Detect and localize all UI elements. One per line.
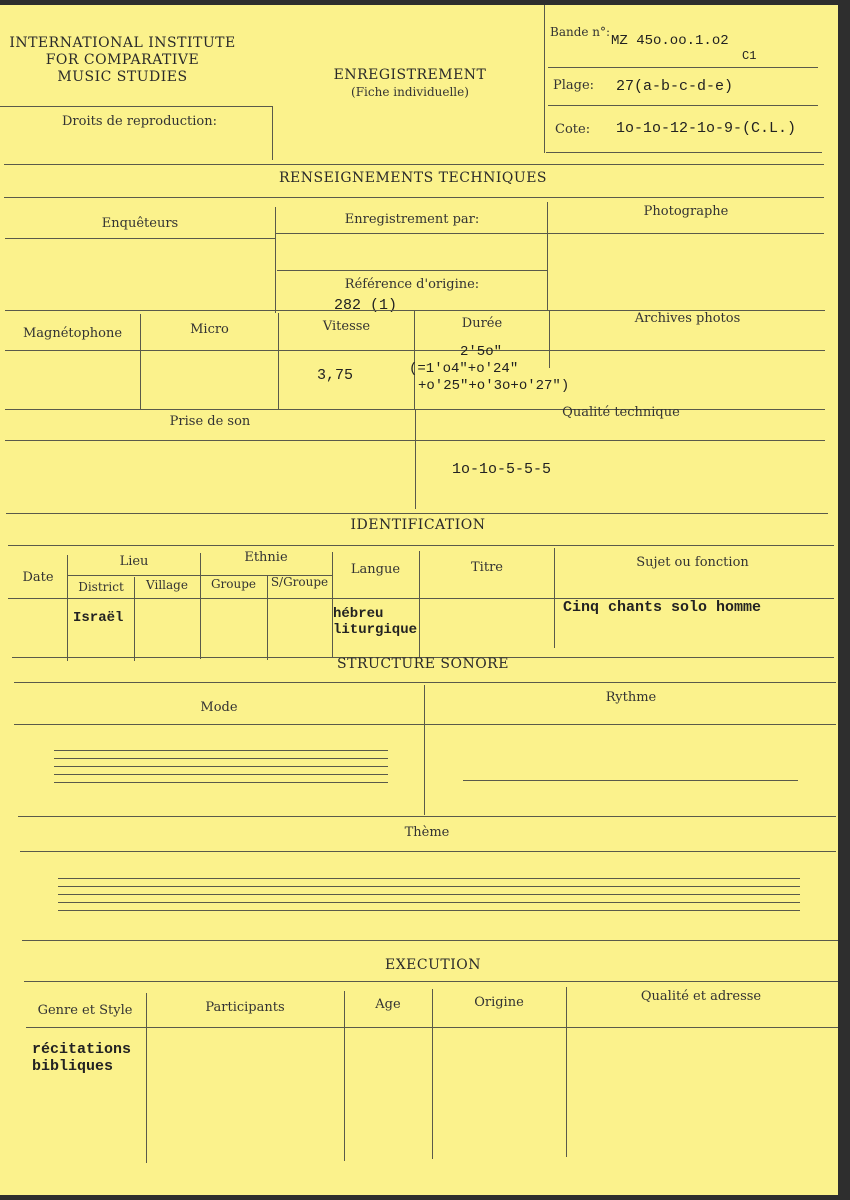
divider — [5, 238, 275, 239]
divider — [566, 987, 567, 1157]
bande-note: C1 — [742, 49, 757, 63]
ethnie-label: Ethnie — [244, 550, 288, 565]
divider — [277, 270, 547, 271]
qualite-technique-value: 1o-1o-5-5-5 — [452, 461, 552, 478]
date-label: Date — [22, 570, 54, 585]
vitesse-value: 3,75 — [317, 367, 354, 384]
staff-line — [54, 758, 388, 759]
qualite-technique-label: Qualité technique — [562, 405, 680, 420]
divider — [22, 940, 838, 941]
divider — [26, 1027, 838, 1028]
divider — [20, 851, 836, 852]
divider — [4, 197, 824, 198]
magnetophone-label: Magnétophone — [22, 326, 123, 341]
divider — [275, 207, 276, 313]
enregistrement-par-label: Enregistrement par: — [344, 212, 480, 227]
genre-style-label: Genre et Style — [37, 1003, 133, 1018]
staff-line — [54, 782, 388, 783]
institute-line-1: INTERNATIONAL INSTITUTE — [9, 35, 236, 51]
staff-line — [54, 750, 388, 751]
village-label: Village — [146, 578, 188, 592]
plage-label: Plage: — [553, 78, 595, 93]
rights-label: Droits de reproduction: — [62, 114, 218, 129]
district-value: Israël — [73, 610, 124, 626]
divider — [272, 106, 273, 160]
photographe-label: Photographe — [643, 204, 729, 219]
form-title: ENREGISTREMENT — [333, 67, 487, 83]
lieu-label: Lieu — [119, 554, 149, 569]
qualite-adresse-label: Qualité et adresse — [640, 989, 762, 1004]
divider — [67, 555, 68, 661]
origine-label: Origine — [474, 995, 524, 1010]
mode-label: Mode — [200, 700, 238, 715]
staff-line — [58, 910, 800, 911]
form-subtitle: (Fiche individuelle) — [351, 85, 469, 99]
langue-line-2: liturgique — [333, 622, 418, 638]
genre-line-2: bibliques — [32, 1058, 114, 1075]
divider — [4, 164, 824, 165]
sujet-value: Cinq chants solo homme — [563, 599, 762, 616]
duree-line-3: +o'25"+o'3o+o'27") — [418, 378, 570, 394]
duree-line-1: 2'5o" — [460, 344, 503, 360]
divider — [546, 152, 822, 153]
execution-header: EXECUTION — [384, 957, 481, 973]
vitesse-label: Vitesse — [322, 319, 371, 334]
reference-value: 282 (1) — [334, 297, 398, 314]
genre-line-1: récitations — [32, 1041, 132, 1058]
duree-label: Durée — [461, 316, 503, 331]
divider — [18, 816, 836, 817]
divider — [5, 440, 825, 441]
rythme-label: Rythme — [605, 690, 657, 705]
rythme-line — [463, 780, 798, 781]
divider — [146, 993, 147, 1163]
divider — [544, 5, 545, 153]
sgroupe-label: S/Groupe — [270, 575, 329, 589]
duree-line-2: (=1'o4"+o'24" — [409, 361, 519, 377]
divider — [276, 233, 824, 234]
divider — [267, 576, 268, 660]
divider — [548, 67, 818, 68]
institute-line-2: FOR COMPARATIVE — [45, 52, 200, 68]
divider — [414, 311, 415, 409]
staff-line — [58, 894, 800, 895]
cote-label: Cote: — [555, 122, 591, 137]
divider — [8, 545, 834, 546]
theme-label: Thème — [404, 825, 450, 840]
divider — [549, 310, 550, 368]
staff-line — [58, 878, 800, 879]
divider — [200, 553, 201, 659]
divider — [547, 202, 548, 310]
identification-header: IDENTIFICATION — [350, 517, 486, 533]
staff-line — [54, 774, 388, 775]
staff-line — [58, 902, 800, 903]
micro-label: Micro — [190, 322, 229, 337]
divider — [278, 313, 279, 410]
sujet-label: Sujet ou fonction — [636, 555, 749, 570]
reference-label: Référence d'origine: — [344, 277, 480, 292]
divider — [5, 350, 825, 351]
divider — [432, 989, 433, 1159]
divider — [14, 724, 836, 725]
prise-de-son-label: Prise de son — [169, 414, 251, 429]
bande-value: MZ 45o.oo.1.o2 — [611, 33, 729, 49]
staff-line — [58, 886, 800, 887]
participants-label: Participants — [205, 1000, 285, 1015]
divider — [548, 105, 818, 106]
technical-header: RENSEIGNEMENTS TECHNIQUES — [278, 170, 548, 186]
age-label: Age — [375, 997, 401, 1012]
district-label: District — [78, 580, 124, 594]
structure-header: STRUCTURE SONORE — [337, 656, 509, 672]
plage-value: 27(a-b-c-d-e) — [616, 78, 734, 95]
divider — [6, 513, 828, 514]
divider — [415, 409, 416, 509]
institute-line-3: MUSIC STUDIES — [57, 69, 188, 85]
divider — [0, 106, 272, 107]
divider — [14, 682, 836, 683]
cote-value: 1o-1o-12-1o-9-(C.L.) — [616, 120, 797, 137]
record-card — [0, 5, 838, 1195]
divider — [332, 552, 333, 658]
titre-label: Titre — [471, 560, 503, 575]
divider — [424, 685, 425, 815]
langue-line-1: hébreu — [333, 606, 384, 622]
langue-label: Langue — [350, 562, 401, 577]
divider — [68, 575, 332, 576]
divider — [134, 577, 135, 661]
staff-line — [54, 766, 388, 767]
divider — [24, 981, 838, 982]
groupe-label: Groupe — [210, 577, 257, 591]
archives-label: Archives photos — [634, 311, 741, 326]
divider — [419, 551, 420, 657]
divider — [344, 991, 345, 1161]
bande-label: Bande n°: — [550, 25, 611, 39]
enqueteurs-label: Enquêteurs — [101, 216, 179, 231]
divider — [140, 314, 141, 410]
